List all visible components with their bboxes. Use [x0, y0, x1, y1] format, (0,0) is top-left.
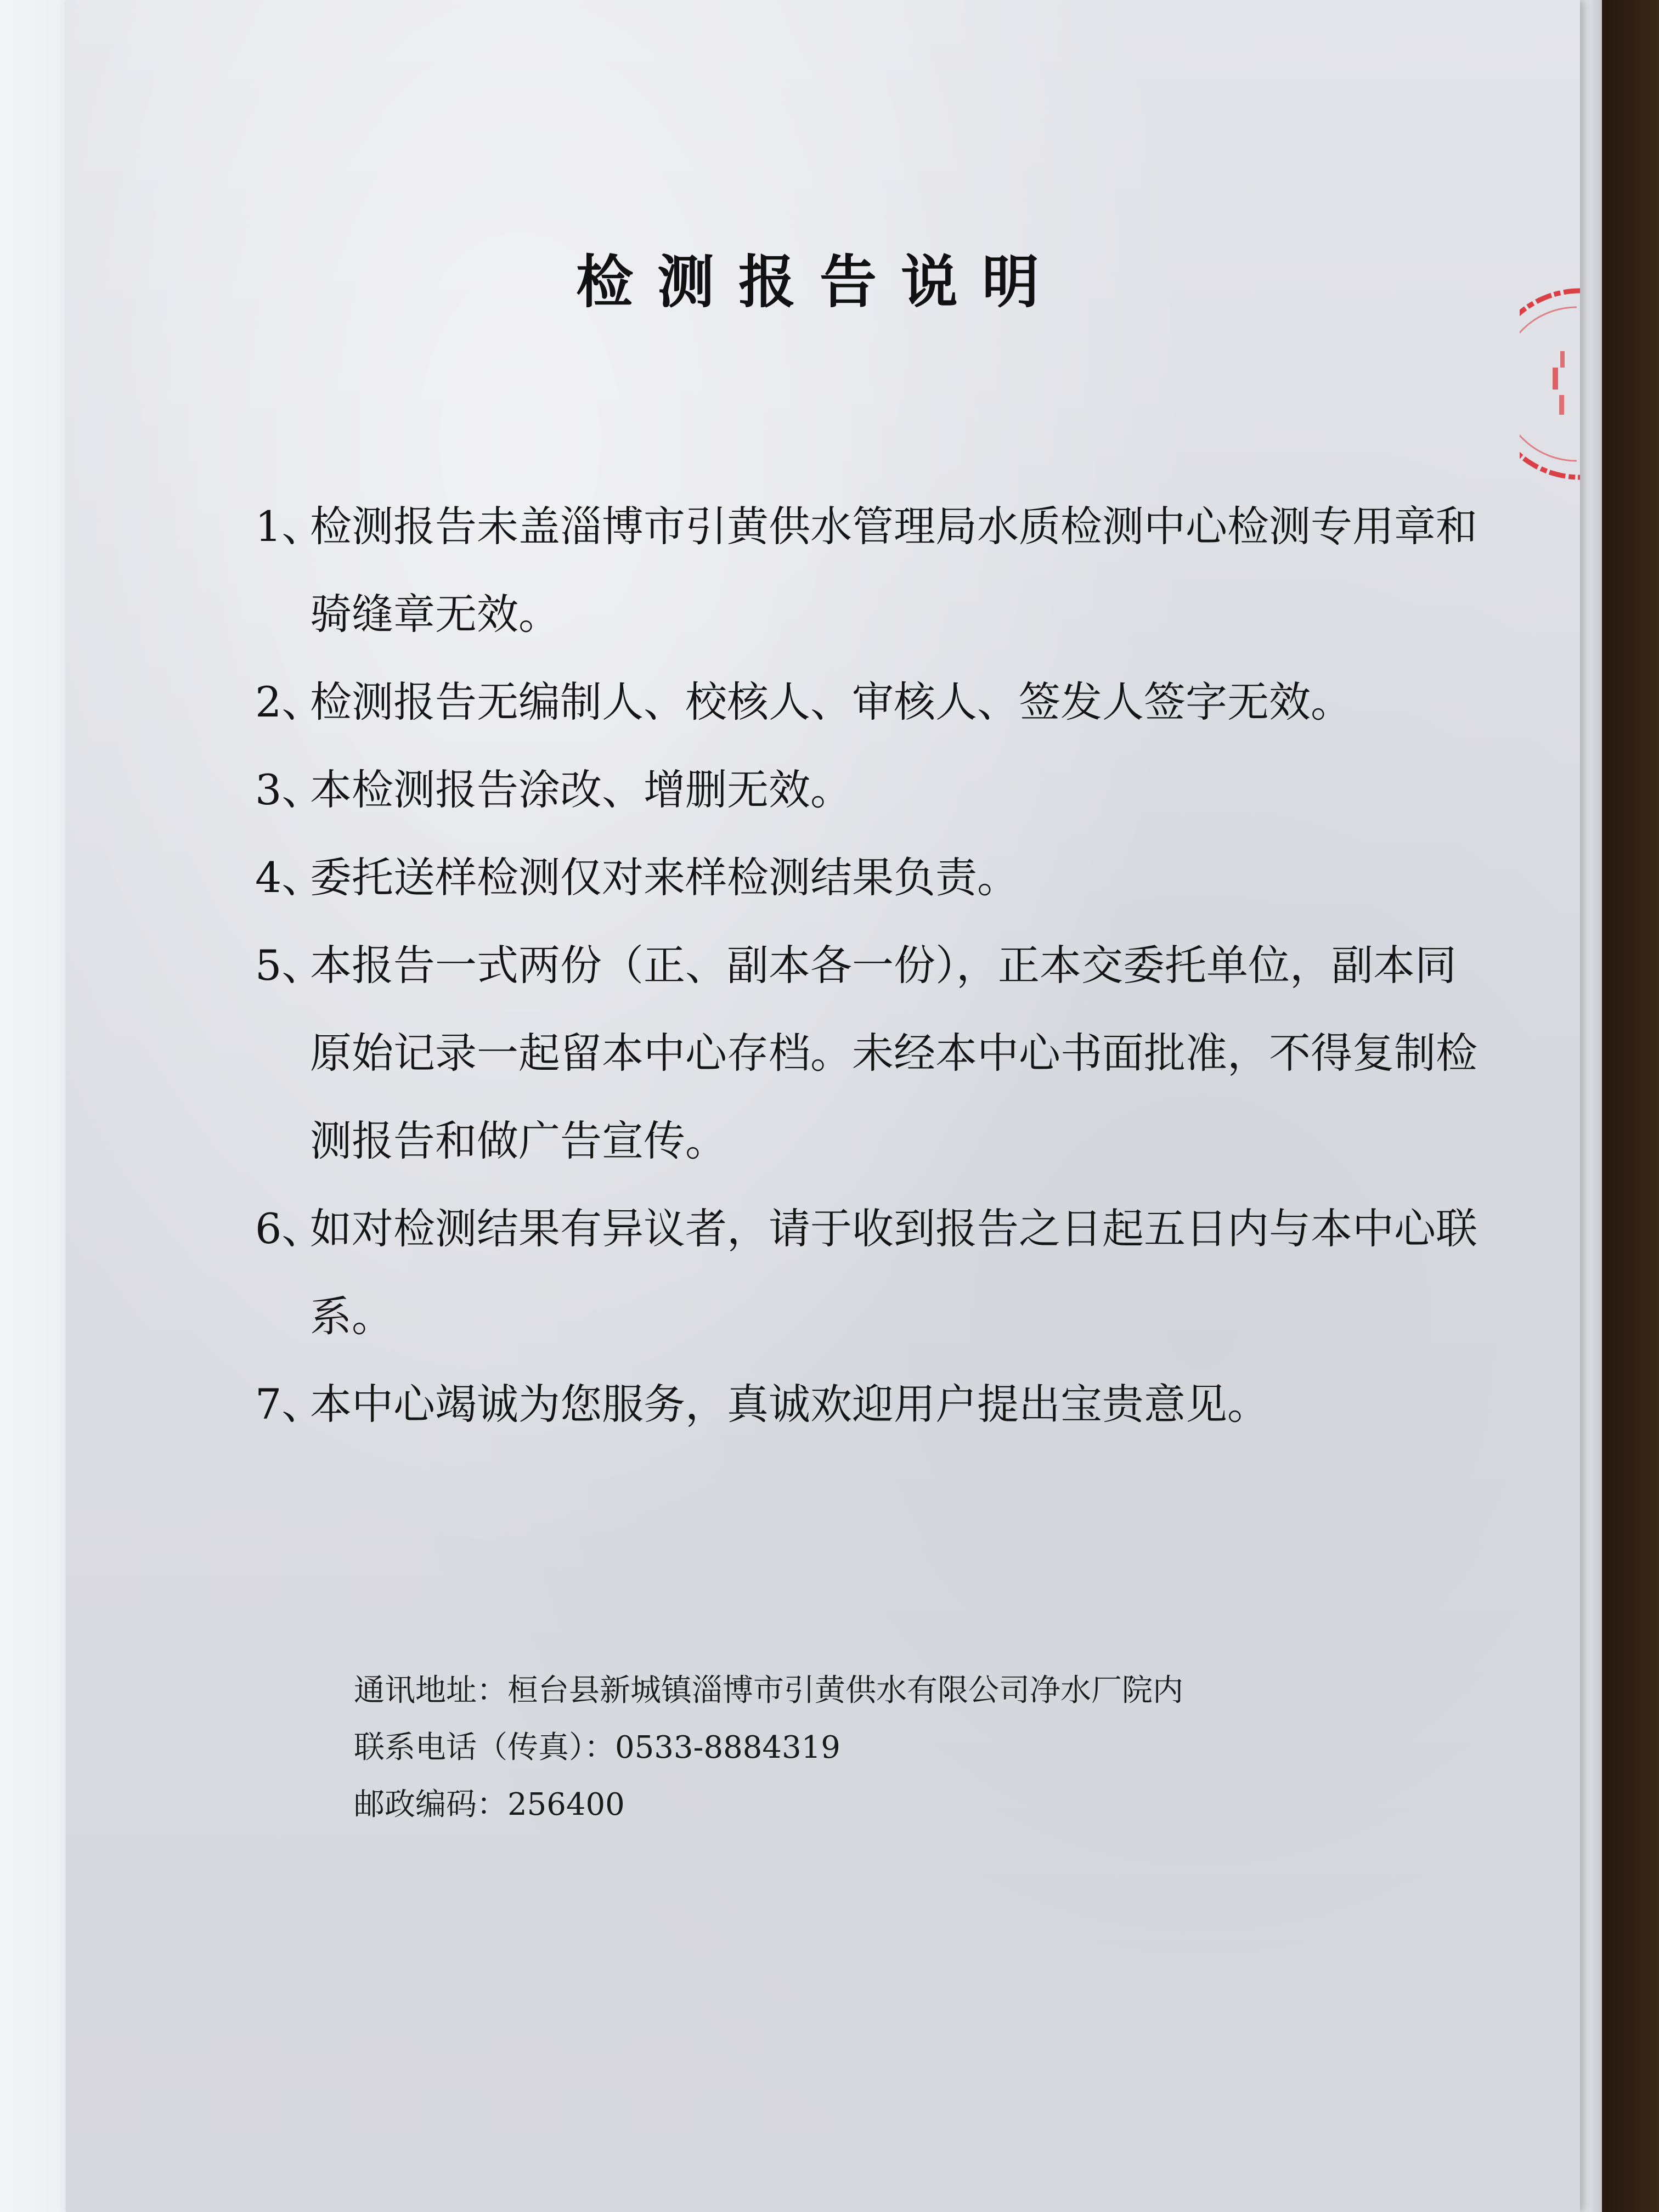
- clause-3: [255, 746, 1489, 834]
- clause-number: 6、: [255, 1204, 324, 1253]
- clause-number: 2、: [255, 678, 324, 726]
- clause-text: 检测报告无编制人、校核人、审核人、签发人签字无效。: [310, 678, 1352, 726]
- clause-text: 检测报告未盖淄博市引黄供水管理局水质检测中心检测专用章和骑缝章无效。: [310, 502, 1477, 639]
- address-label: 通讯地址：: [354, 1673, 507, 1708]
- clause-text: 如对检测结果有异议者，请于收到报告之日起五日内与本中心联系。: [310, 1204, 1477, 1341]
- clause-number: 1、: [255, 502, 324, 551]
- clause-number: 5、: [255, 941, 324, 990]
- clause-number: 7、: [255, 1380, 324, 1429]
- phone-line: [354, 1719, 1183, 1776]
- clause-text: 委托送样检测仅对来样检测结果负责。: [310, 853, 1019, 902]
- report-page: [66, 0, 1580, 2212]
- address-value: 桓台县新城镇淄博市引黄供水有限公司净水厂院内: [507, 1673, 1183, 1708]
- clause-7: [255, 1361, 1489, 1448]
- clause-6: [255, 1185, 1489, 1361]
- clause-text: 本报告一式两份（正、副本各一份），正本交委托单位，副本同原始记录一起留本中心存档。未经本中心书面批准，不得复制检测报告和做广告宣传。: [310, 941, 1477, 1165]
- postcode-value: 256400: [507, 1787, 625, 1822]
- clause-number: 3、: [255, 765, 324, 814]
- page-title: 检测报告说明: [576, 248, 1064, 315]
- clause-text: 本中心竭诚为您服务，真诚欢迎用户提出宝贵意见。: [310, 1380, 1269, 1429]
- postcode-label: 邮政编码：: [354, 1787, 507, 1822]
- postcode-line: [354, 1776, 1183, 1833]
- clause-number: 4、: [255, 853, 324, 902]
- seal-stamp-icon: [1520, 285, 1585, 483]
- clause-4: [255, 834, 1489, 922]
- address-line: [354, 1662, 1183, 1719]
- contact-block: [354, 1662, 1183, 1833]
- clause-text: 本检测报告涂改、增删无效。: [310, 765, 852, 814]
- clause-1: [255, 483, 1489, 658]
- phone-label: 联系电话（传真）：: [354, 1730, 615, 1765]
- clause-list: [255, 483, 1489, 1448]
- clause-5: [255, 922, 1489, 1185]
- phone-value: 0533-8884319: [615, 1730, 840, 1765]
- clause-2: [255, 658, 1489, 746]
